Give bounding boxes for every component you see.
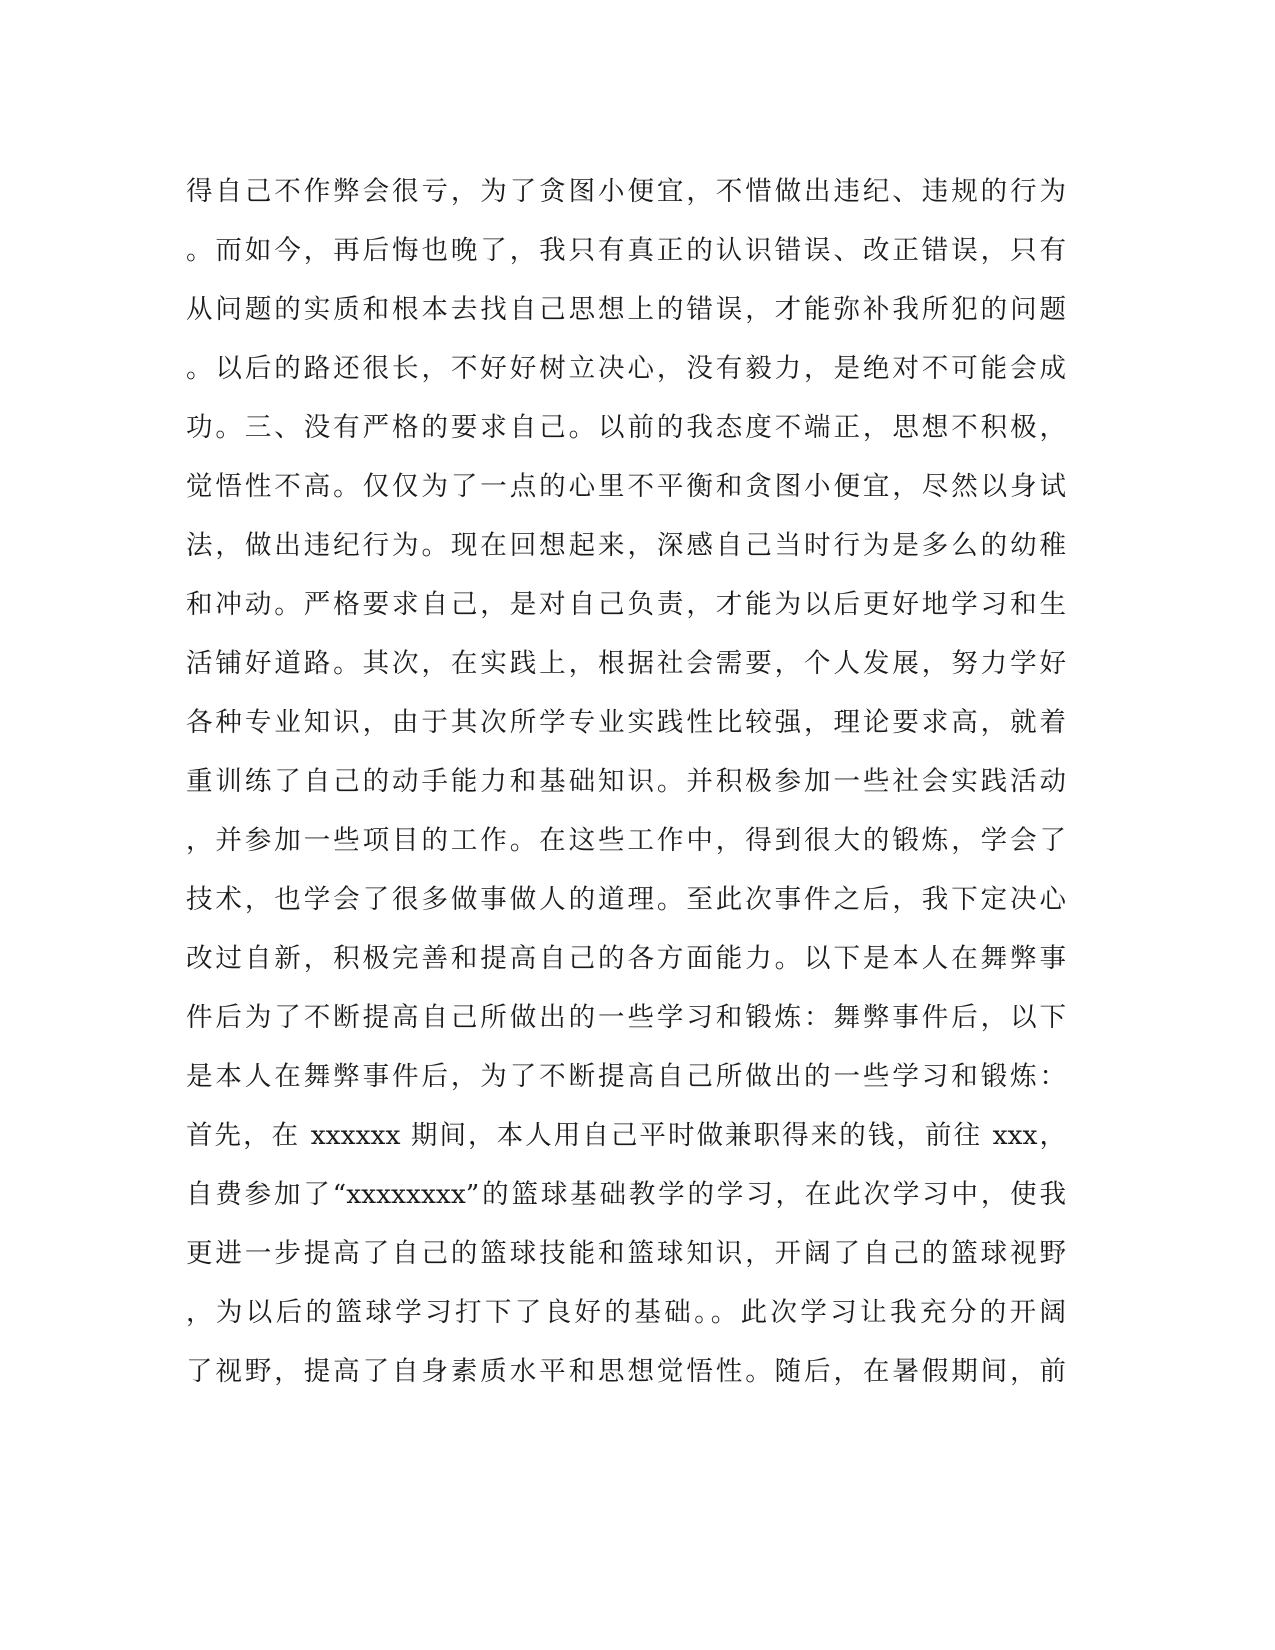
text-line: 更进一步提高了自己的篮球技能和篮球知识，开阔了自己的篮球视野 xyxy=(186,1238,1066,1269)
text-line: ，为以后的篮球学习打下了良好的基础。。此次学习让我充分的开阔 xyxy=(186,1297,1066,1328)
text-line: 得自己不作弊会很亏，为了贪图小便宜，不惜做出违纪、违规的行为 xyxy=(186,176,1066,207)
text-line: 各种专业知识，由于其次所学专业实践性比较强，理论要求高，就着 xyxy=(186,707,1066,738)
text-line: 活铺好道路。其次，在实践上，根据社会需要，个人发展，努力学好 xyxy=(186,648,1066,679)
text-line: 功。三、没有严格的要求自己。以前的我态度不端正，思想不积极， xyxy=(186,412,1066,443)
text-line: 。以后的路还很长，不好好树立决心，没有毅力，是绝对不可能会成 xyxy=(186,353,1066,384)
text-line: 法，做出违纪行为。现在回想起来，深感自己当时行为是多么的幼稚 xyxy=(186,530,1066,561)
text-line: 从问题的实质和根本去找自己思想上的错误，才能弥补我所犯的问题 xyxy=(186,294,1066,325)
text-line: 是本人在舞弊事件后，为了不断提高自己所做出的一些学习和锻炼： xyxy=(186,1061,1066,1092)
text-line: 和冲动。严格要求自己，是对自己负责，才能为以后更好地学习和生 xyxy=(186,589,1066,620)
text-line: 技术，也学会了很多做事做人的道理。至此次事件之后，我下定决心 xyxy=(186,884,1066,915)
text-line: 觉悟性不高。仅仅为了一点的心里不平衡和贪图小便宜，尽然以身试 xyxy=(186,471,1066,502)
text-line: 。而如今，再后悔也晚了，我只有真正的认识错误、改正错误，只有 xyxy=(186,235,1066,266)
text-line: 件后为了不断提高自己所做出的一些学习和锻炼：舞弊事件后，以下 xyxy=(186,1002,1066,1033)
text-line: 改过自新，积极完善和提高自己的各方面能力。以下是本人在舞弊事 xyxy=(186,943,1066,974)
text-line: 首先，在 xxxxxx 期间，本人用自己平时做兼职得来的钱，前往 xxx， xyxy=(186,1120,1066,1151)
text-line: ，并参加一些项目的工作。在这些工作中，得到很大的锻炼，学会了 xyxy=(186,825,1066,856)
body-text xyxy=(186,162,1066,1401)
text-line: 重训练了自己的动手能力和基础知识。并积极参加一些社会实践活动 xyxy=(186,766,1066,797)
text-line: 自费参加了“xxxxxxxx”的篮球基础教学的学习，在此次学习中，使我 xyxy=(186,1179,1066,1210)
text-line: 了视野，提高了自身素质水平和思想觉悟性。随后，在暑假期间，前 xyxy=(186,1356,1066,1387)
